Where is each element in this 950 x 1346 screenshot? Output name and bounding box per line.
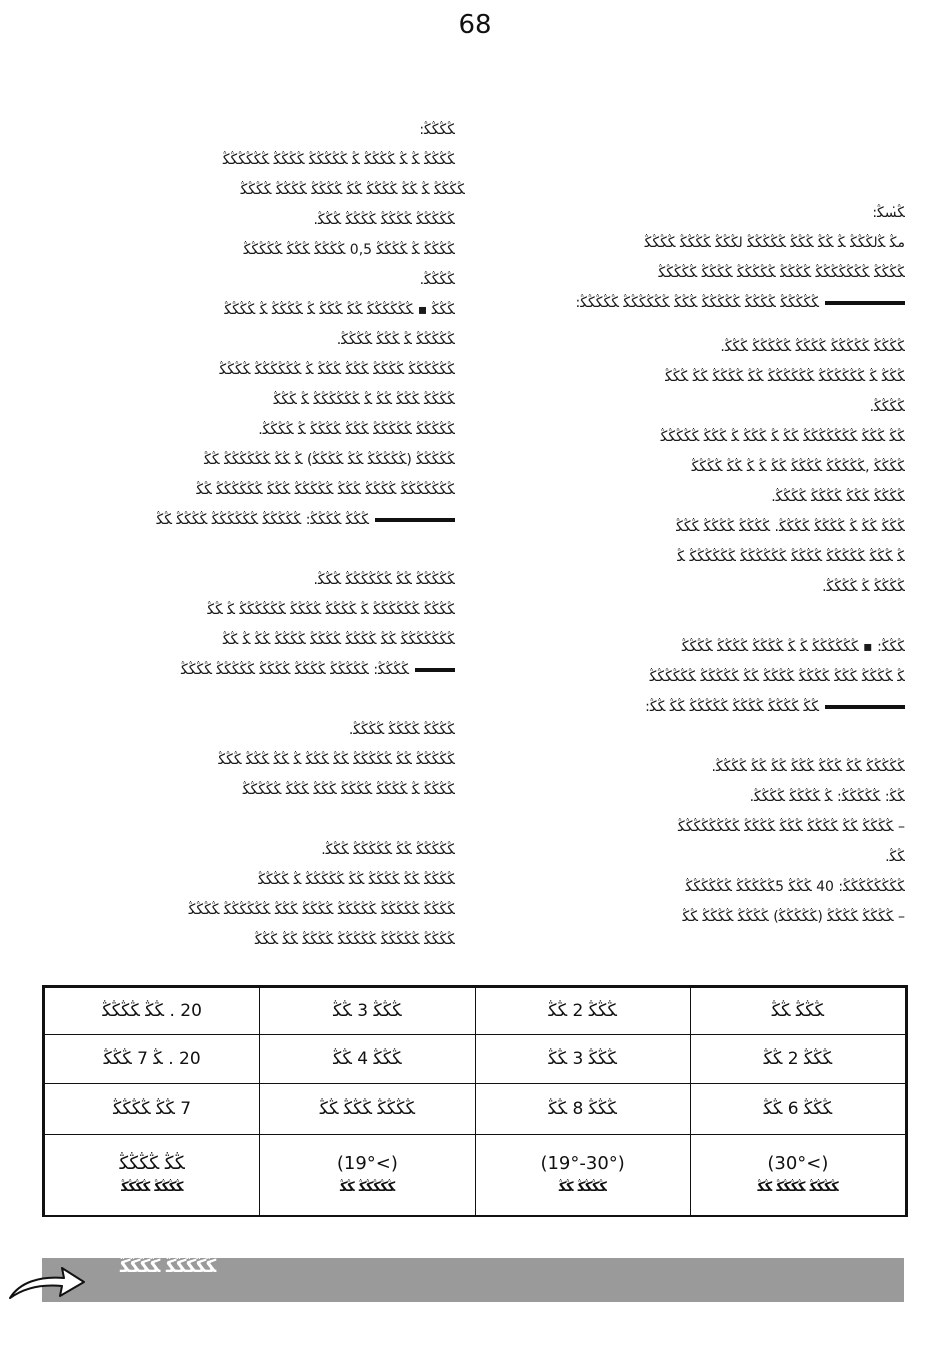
underline-rule [825, 705, 905, 709]
column-label: ﯖﯖﯖﯖ ﯖﯖ [558, 1180, 607, 1195]
bullet-item: ﯖﯖﯖﯖ ﯖ ﯖﯖﯖﯖ. [495, 572, 905, 602]
spacer [495, 722, 905, 752]
text-line: ﯖﯖﯖﯖ ﯖﯖﯖﯖﯖﯖﯖ ﯖﯖﯖﯖ ﯖﯖﯖﯖﯖ ﯖﯖﯖﯖ ﯖﯖﯖﯖﯖ [658, 265, 905, 281]
text-line: ﯖﯖﯖﯖﯖ ﯖ ﯖﯖﯖ ﯖﯖﯖﯖ. [336, 332, 455, 348]
text-line: ﯖﯖﯖﯖ ﯖﯖﯖ ﯖﯖﯖﯖ ﯖﯖﯖﯖ. [771, 489, 905, 505]
temperature-range: (30°-19°) [540, 1153, 625, 1174]
right-column [495, 198, 905, 932]
footer-label: ﯖﯖﯖﯖﯖ ﯖﯖﯖﯖ [120, 1256, 216, 1277]
text-line: – ﯖﯖﯖﯖ ﯖﯖﯖﯖ (ﯖﯖﯖﯖﯖ) ﯖﯖﯖﯖ ﯖﯖﯖﯖ ﯖﯖ [682, 909, 905, 925]
spacer [495, 602, 905, 632]
text-line: ﯖﯖ: ﯖﯖﯖﯖﯖ: ﯖ ﯖﯖﯖﯖ ﯖﯖﯖﯖ. [749, 789, 905, 805]
table-cell: ﯖﯖﯖ ﯖﯖ [690, 988, 905, 1035]
section-heading: ﯖﯖﯖﯖ: [419, 122, 455, 138]
table-cell: ﯖﯖﯖ 4 ﯖﯖ [260, 1035, 475, 1084]
text-line: ﻣﯖ ﯖﻟﯖﯖﯖ ﯖ ﯖﯖ ﯖﯖﯖ ﯖﯖﯖﯖﯖ ﻟﯖﯖﯖ ﯖﯖﯖﯖ ﯖﯖﯖﯖ [644, 235, 905, 251]
underline-rule [825, 301, 905, 305]
column-label: ﯖﯖﯖﯖ ﯖﯖﯖﯖ [121, 1180, 184, 1195]
text-line: ﯖﯖﯖﯖﯖ ﯖﯖ ﯖﯖﯖﯖﯖ ﯖﯖﯖ. [321, 842, 455, 858]
table-row [45, 1035, 906, 1084]
table-cell: ﯖﯖﯖ 8 ﯖﯖ [475, 1084, 690, 1135]
table-header-cell [45, 1135, 260, 1216]
table-cell: 20 . ﯖ 7 ﯖﯖﯖ [45, 1035, 260, 1084]
text-line: ﯖﯖﯖ ﯖﯖ ﯖ ﯖﯖﯖﯖ ﯖﯖﯖﯖ. ﯖﯖﯖﯖ ﯖﯖﯖﯖ ﯖﯖﯖ [676, 519, 905, 535]
text-line: ﯖﯖﯖﯖﯖ (ﯖﯖﯖﯖﯖ ﯖﯖ ﯖﯖﯖﯖ) ﯖ ﯖﯖ ﯖﯖﯖﯖﯖﯖ ﯖﯖ [204, 452, 455, 468]
text-line: ﯖﯖﯖﯖ ﯖ ﯖﯖﯖﯖ ﯖﯖﯖﯖ ﯖﯖﯖ ﯖﯖﯖ ﯖﯖﯖﯖﯖ [242, 782, 455, 798]
temperature-range: (>30°) [767, 1153, 829, 1174]
table-header-row [45, 1135, 906, 1216]
underline-rule [375, 518, 455, 522]
text-line: ﯖﯖﯖﯖﯖ ﯖﯖﯖﯖﯖ ﯖﯖﯖ ﯖﯖﯖﯖ ﯖ ﯖﯖﯖﯖ. [258, 422, 455, 438]
spacer [45, 685, 455, 715]
text-line: ﯖﯖﯖﯖ. [869, 399, 905, 415]
column-label: ﯖﯖﯖﯖﯖ ﯖﯖ [339, 1180, 395, 1195]
table-header-cell [690, 1135, 905, 1216]
text-line: ﯖﯖﯖﯖﯖﯖﯖ ﯖﯖﯖﯖ ﯖﯖﯖ ﯖﯖﯖﯖﯖ ﯖﯖﯖ ﯖﯖﯖﯖﯖﯖ ﯖﯖ [196, 482, 455, 498]
bullet-item: ﯖﯖﯖ ▪ ﯖﯖﯖﯖﯖﯖ ﯖﯖ ﯖﯖﯖ ﯖ ﯖﯖﯖﯖ ﯖ ﯖﯖﯖﯖ [45, 295, 455, 325]
table-cell: ﯖﯖﯖ 3 ﯖﯖ [475, 1035, 690, 1084]
table-cell: ﯖﯖﯖ 6 ﯖﯖ [690, 1084, 905, 1135]
table-row [45, 1084, 906, 1135]
table-cell: ﯖﯖﯖ 2 ﯖﯖ [690, 1035, 905, 1084]
bullet-item: ﯖﯖﯖﯖ ﯖﯖﯖ ﯖﯖ ﯖ ﯖﯖﯖﯖﯖﯖ ﯖ ﯖﯖﯖ [45, 385, 455, 415]
spacer [495, 318, 905, 332]
text-line: ﯖﯖﯖﯖ ﯖﯖ ﯖﯖﯖﯖ ﯖﯖ ﯖﯖﯖﯖﯖ ﯖ ﯖﯖﯖﯖ [258, 872, 455, 888]
arrow-right-icon[interactable] [6, 1262, 88, 1306]
text-line: ﯖﯖﯖ: ▪ ﯖﯖﯖﯖﯖﯖ ﯖ ﯖ ﯖﯖﯖﯖ ﯖﯖﯖﯖ ﯖﯖﯖﯖ [681, 639, 905, 655]
text-line: ﯖﯖﯖﯖﯖ ﯖﯖ ﯖﯖﯖﯖﯖ ﯖﯖ ﯖﯖﯖ ﯖ ﯖﯖ ﯖﯖﯖ ﯖﯖﯖ [218, 752, 455, 768]
table-header-cell [260, 1135, 475, 1216]
spacer [45, 535, 455, 565]
spacer [45, 805, 455, 835]
climate-table-grid [44, 987, 906, 1216]
bullet-item: ﯖﯖﯖﯖﯖﯖ ﯖﯖﯖﯖ ﯖﯖﯖ ﯖﯖﯖ ﯖ ﯖﯖﯖﯖﯖﯖ ﯖﯖﯖﯖ [45, 355, 455, 385]
column-label-top: ﯖﯖ ﯖﯖﯖﯖ [119, 1153, 185, 1174]
column-label: ﯖﯖﯖﯖ ﯖﯖﯖﯖ ﯖﯖ [757, 1180, 839, 1195]
text-line: ﯖﯖﯖﯖﯖﯖﯖ ﯖﯖ ﯖﯖﯖﯖ ﯖﯖﯖﯖ ﯖﯖﯖﯖ ﯖﯖ ﯖ ﯖﯖ [222, 632, 455, 648]
bullet-item: ﯖ ﯖﯖﯖ ﯖﯖﯖﯖﯖ ﯖﯖﯖﯖ ﯖﯖﯖﯖﯖﯖ ﯖﯖﯖﯖﯖﯖ ﯖ [495, 542, 905, 572]
bullet-item: ﯖﯖﯖﯖ ﯖ ﯖﯖ ﯖﯖﯖﯖ ﯖﯖ ﯖﯖﯖﯖ ﯖﯖﯖﯖ ﯖﯖﯖﯖ [45, 175, 465, 205]
bullet-item: ﯖﯖﯖ ﯖ ﯖﯖﯖﯖﯖﯖ ﯖﯖﯖﯖﯖﯖ ﯖﯖ ﯖﯖﯖﯖ ﯖﯖ ﯖﯖﯖ [495, 362, 905, 392]
table-header-cell [475, 1135, 690, 1216]
text-line: ﯖﯖﯖ ﯖﯖﯖﯖ: ﯖﯖﯖﯖﯖ ﯖﯖﯖﯖﯖﯖ ﯖﯖﯖﯖ ﯖﯖ [45, 505, 455, 535]
text-line: ﯖﯖ. [885, 849, 905, 865]
text-line: – ﯖﯖﯖﯖ ﯖﯖ ﯖﯖﯖﯖ ﯖﯖﯖ ﯖﯖﯖﯖ ﯖﯖﯖﯖﯖﯖﯖﯖ [678, 819, 905, 835]
bullet-item: ﯖﯖﯖﯖ ﯖ ﯖﯖﯖﯖ 0,5 ﯖﯖﯖﯖ ﯖﯖﯖ ﯖﯖﯖﯖﯖ [45, 235, 455, 265]
temperature-range: (>19°) [336, 1153, 398, 1174]
table-cell: 7 ﯖﯖ ﯖﯖﯖﯖ [45, 1084, 260, 1135]
section-heading: ﯖﯖﯖﯖ ﯖﯖﯖﯖ ﯖﯖﯖﯖ. [348, 722, 455, 738]
climate-table [42, 985, 908, 1217]
text-line: ﯖﯖﯖﯖ: ﯖﯖﯖﯖﯖ ﯖﯖﯖﯖ ﯖﯖﯖﯖ ﯖﯖﯖﯖﯖ ﯖﯖﯖﯖ [45, 655, 455, 685]
underline-rule [415, 668, 455, 672]
text-line: ﯖﯖﯖﯖ ﯖﯖﯖﯖﯖﯖ ﯖ ﯖﯖﯖﯖ ﯖﯖﯖﯖ ﯖﯖﯖﯖﯖﯖ ﯖ ﯖﯖ [207, 602, 455, 618]
text-line: ﯖ ﯖﯖﯖﯖ ﯖﯖﯖ ﯖﯖﯖﯖ ﯖﯖﯖﯖ ﯖﯖ ﯖﯖﯖﯖﯖ ﯖﯖﯖﯖﯖﯖ [649, 669, 905, 685]
text-line: ﯖﯖ ﯖﯖﯖﯖ ﯖﯖﯖﯖ ﯖﯖﯖﯖﯖ ﯖﯖ ﯖﯖ: [495, 692, 905, 722]
section-heading: ﯖﯖﯖﯖﯖ ﯖﯖ ﯖﯖﯖﯖﯖﯖ ﯖﯖﯖ. [313, 572, 455, 588]
text-line: ﯖﯖﯖﯖ ﯖﯖﯖﯖﯖ ﯖﯖﯖﯖ ﯖﯖﯖﯖﯖ ﯖﯖﯖ. [720, 339, 905, 355]
bullet-item: ﯖﯖﯖﯖ ﯖﯖﯖﯖﯖ ﯖﯖﯖﯖﯖ ﯖﯖﯖﯖ ﯖﯖ ﯖﯖﯖ [45, 925, 455, 955]
left-column [45, 115, 465, 955]
bullet-item: ﯖﯖﯖﯖ ,ﯖﯖﯖﯖﯖ ﯖﯖﯖﯖ ﯖﯖ ﯖ ﯖ ﯖﯖ ﯖﯖﯖﯖ [495, 452, 905, 482]
table-row [45, 988, 906, 1035]
table-cell: ﯖﯖﯖ 3 ﯖﯖ [260, 988, 475, 1035]
text-line: ﯖﯖﯖﯖﯖ ﯖﯖﯖﯖ ﯖﯖﯖﯖﯖ ﯖﯖﯖ ﯖﯖﯖﯖﯖﯖ ﯖﯖﯖﯖﯖ: [495, 288, 905, 318]
section-heading: ﯖ̇ﺴﯖ: [872, 205, 905, 221]
text-line: ﯖﯖﯖﯖﯖﯖﯖﯖ: 40 ﯖﯖﯖ 5ﯖﯖﯖﯖﯖ ﯖﯖﯖﯖﯖﯖ [685, 879, 905, 895]
text-line: ﯖﯖ ﯖﯖﯖ ﯖﯖﯖﯖﯖﯖﯖ ﯖﯖ ﯖ ﯖﯖﯖ ﯖ ﯖﯖﯖ ﯖﯖﯖﯖﯖ [660, 429, 905, 445]
table-cell: ﯖﯖﯖ 2 ﯖﯖ [475, 988, 690, 1035]
table-cell: 20 . ﯖﯖ ﯖﯖﯖﯖ [45, 988, 260, 1035]
text-line: ﯖﯖﯖﯖ ﯖ ﯖ ﯖﯖﯖﯖ ﯖ ﯖﯖﯖﯖﯖ ﯖﯖﯖﯖ ﯖﯖﯖﯖﯖﯖ [222, 152, 455, 168]
text-line: ﯖﯖﯖﯖﯖ ﯖﯖﯖﯖ ﯖﯖﯖﯖ ﯖﯖﯖ. [313, 212, 455, 228]
text-line: ﯖﯖﯖﯖ ﯖﯖﯖﯖﯖ ﯖﯖﯖﯖﯖ ﯖﯖﯖﯖ ﯖﯖﯖ ﯖﯖﯖﯖﯖﯖ ﯖﯖﯖﯖ [188, 902, 455, 918]
table-cell: ﯖﯖﯖﯖ ﯖﯖﯖ ﯖﯖ [260, 1084, 475, 1135]
bullet-item: ﯖﯖﯖﯖﯖ ﯖﯖ ﯖﯖﯖ ﯖﯖﯖ ﯖﯖ ﯖﯖ ﯖﯖﯖﯖ. [495, 752, 905, 782]
page-number: 68 [458, 10, 492, 40]
text-line: ﯖﯖﯖﯖ. [419, 272, 455, 288]
